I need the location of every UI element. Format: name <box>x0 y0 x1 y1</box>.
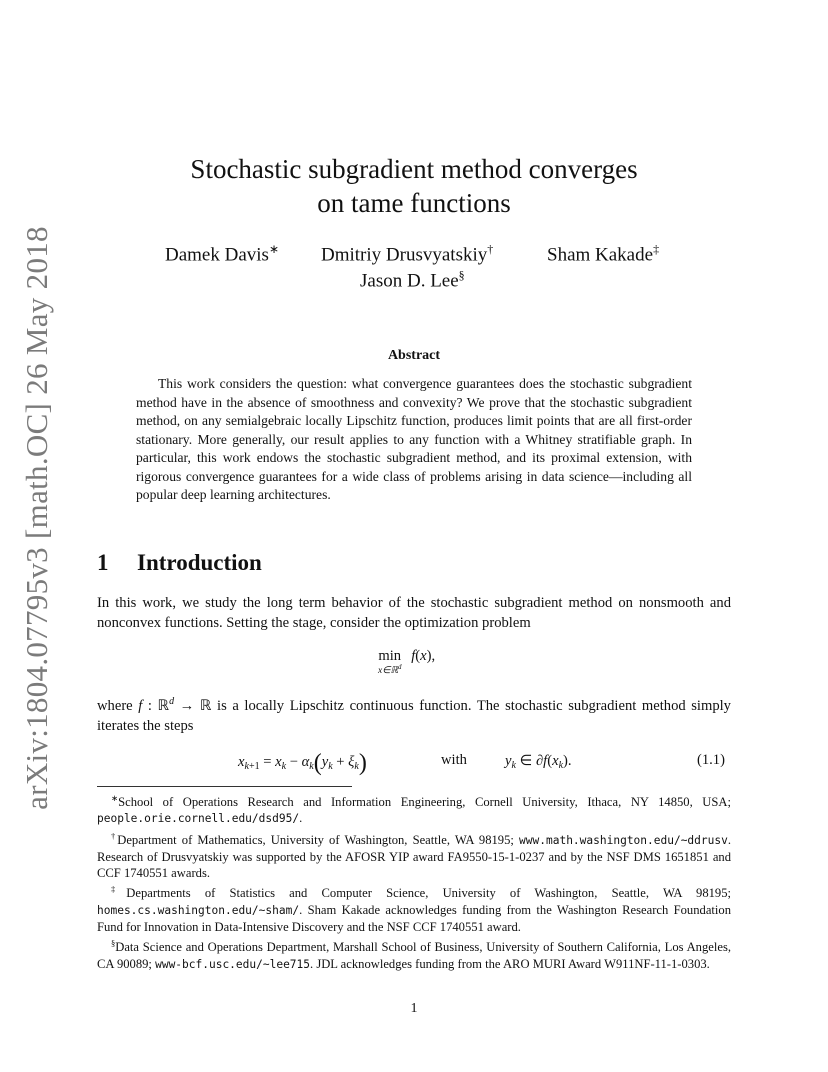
intro-paragraph-2 <box>97 692 731 736</box>
paper-title <box>0 152 828 220</box>
equation-number: (1.1) <box>697 752 725 768</box>
author-name: Dmitriy Drusvyatskiy <box>321 244 488 266</box>
min-operator: min x∈ℝ$^d$ <box>378 648 402 676</box>
function-signature-math: f : ℝ$^d$ → ℝ <box>138 696 212 714</box>
footnotes <box>97 790 731 973</box>
footnote-text: . Research of Drusvyatskiy was supported by the AFOSR YIP award FA9550-15-1-0237 and by the NSF DMS 1651851 and CCF 1740551 awards. <box>97 832 732 881</box>
page-number: 1 <box>410 1001 418 1016</box>
footnote-1 <box>97 790 731 828</box>
optimization-problem-equation: min x∈ℝ$^d$ f(x), <box>378 648 436 676</box>
author-affiliation-mark: § <box>458 268 465 282</box>
footnote-text: Departments of Statistics and Computer Science, University of Washington, Seattle, WA 98195; <box>126 886 731 901</box>
section-title: Introduction <box>137 550 262 575</box>
author-name: Damek Davis <box>165 244 269 266</box>
footnote-mark: † <box>111 830 118 841</box>
subgradient-iteration-equation: $x_{k+1} = x_k - \alpha_k(y_k + \xi_k)$ <box>238 750 367 776</box>
para2-prefix: where <box>97 698 133 714</box>
arxiv-identifier-stamp <box>12 226 62 810</box>
para2-suffix: is a locally Lipschitz continuous function. The stochastic subgradient method simply iterates the steps <box>97 698 731 734</box>
intro-paragraph-1: In this work, we study the long term behavior of the stochastic subgradient method on nonsmooth and nonconvex functions. Setting the stage, consider the optimization problem <box>97 595 731 631</box>
author-affiliation-mark: † <box>487 242 494 256</box>
author-name: Jason D. Lee <box>360 270 459 292</box>
footnote-url-link[interactable]: www.math.washington.edu/~ddrusv <box>519 833 728 847</box>
section-heading-introduction <box>97 550 262 576</box>
with-word: with <box>441 752 467 768</box>
footnote-mark: ∗ <box>111 793 119 803</box>
footnote-text: Data Science and Operations Department, Marshall School of Business, University of Southern California, Los Angeles, CA 90089; <box>97 940 731 971</box>
footnote-text: . <box>299 811 303 826</box>
author-4 <box>360 268 465 292</box>
arxiv-stamp-text: arXiv:1804.07795v3 [math.OC] 26 May 2018 <box>19 226 54 810</box>
author-affiliation-mark: ‡ <box>653 242 660 256</box>
author-3 <box>547 242 659 266</box>
section-number: 1 <box>97 550 109 575</box>
abstract-heading: Abstract <box>387 348 441 363</box>
footnote-url-link[interactable]: homes.cs.washington.edu/~sham/ <box>97 903 300 917</box>
title-line-2: on tame functions <box>317 188 511 218</box>
footnote-text: . Sham Kakade acknowledges funding from the Washington Research Foundation Fund for Innovation in Data-Intensive Discovery and the NSF CCF 1740551 award. <box>97 902 731 934</box>
footnote-text: Department of Mathematics, University of Washington, Seattle, WA 98195; <box>117 832 514 847</box>
subdifferential-condition: $y_k$ ∈ $\partial f(x_k)$. <box>505 753 572 771</box>
footnote-url-link[interactable]: www-bcf.usc.edu/~lee715 <box>155 957 311 971</box>
footnote-text: . JDL acknowledges funding from the ARO MURI Award W911NF-11-1-0303. <box>310 956 710 971</box>
footnote-divider <box>97 786 352 787</box>
author-name: Sham Kakade <box>547 244 654 266</box>
title-line-1: Stochastic subgradient method converges <box>190 154 638 184</box>
footnote-3 <box>97 881 731 935</box>
author-2 <box>321 242 493 266</box>
footnote-text: School of Operations Research and Information Engineering, Cornell University, Ithaca, NY 14850, USA; <box>118 795 731 810</box>
footnote-4 <box>97 935 731 973</box>
footnote-2 <box>97 828 731 882</box>
footnote-url-link[interactable]: people.orie.cornell.edu/dsd95/ <box>97 812 300 826</box>
abstract-body: This work considers the question: what convergence guarantees does the stochastic subgradient method have in the absence of smoothness and convexity? We prove that the stochastic subgradient method, on any semialgebraic locally Lipschitz function, produces limit points that are all first-order stationary. More generally, our result applies to any function with a Whitney stratifiable graph. In particular, this work endows the stochastic subgradient method, and its proximal extension, with rigorous convergence guarantees for a wide class of problems arising in data science—including all popular deep learning architectures. <box>136 376 692 502</box>
footnote-mark: ‡ <box>111 884 127 895</box>
author-affiliation-mark: ∗ <box>268 242 280 256</box>
footnote-mark: § <box>111 938 116 949</box>
author-1 <box>165 242 279 266</box>
